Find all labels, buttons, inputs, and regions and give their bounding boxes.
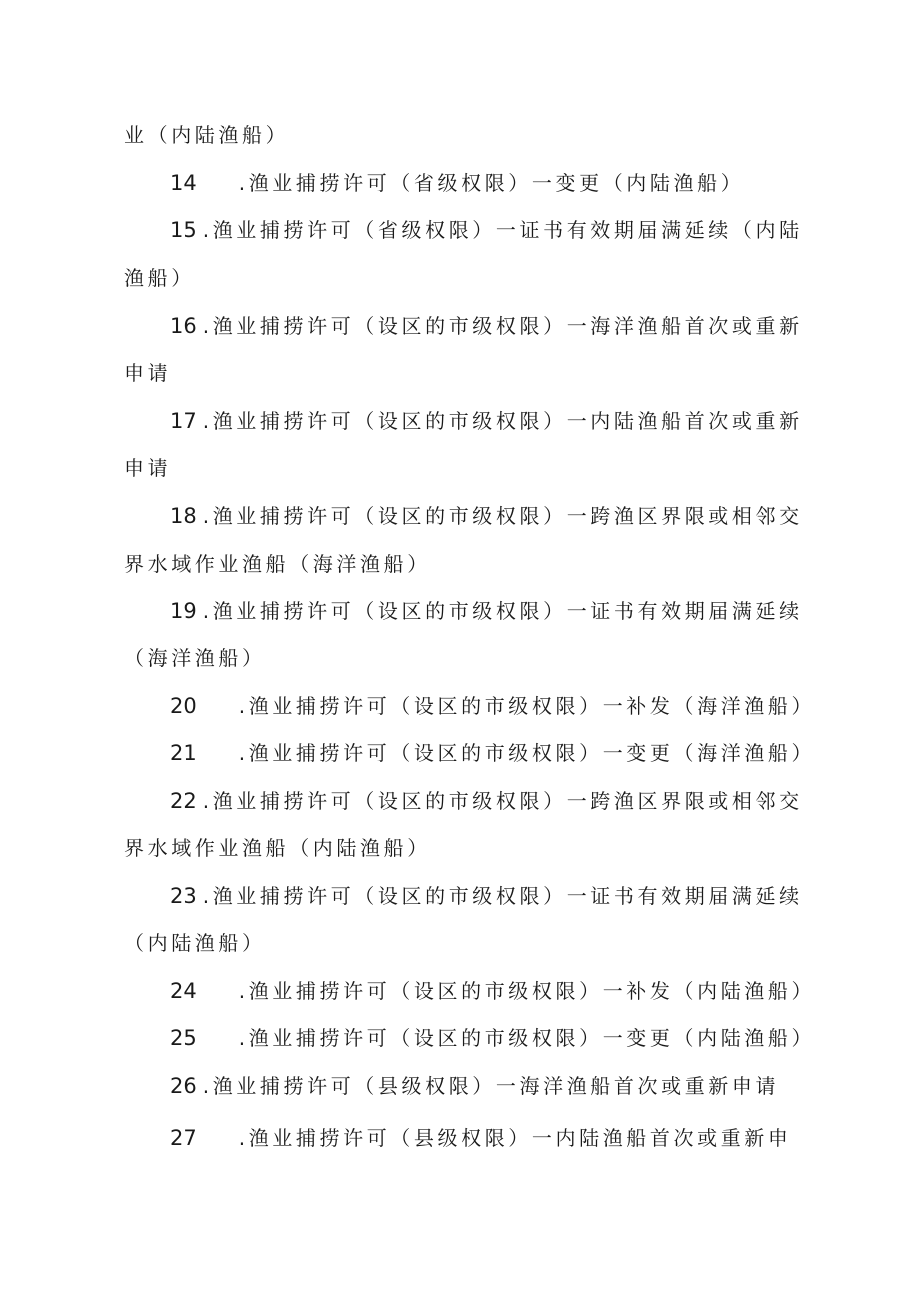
line-text: 界水域作业渔船（海洋渔船） <box>124 552 431 576</box>
item-text: .渔业捕捞许可（县级权限）一内陆渔船首次或重新申 <box>238 1126 792 1150</box>
list-item <box>170 168 850 198</box>
list-item <box>170 1123 850 1153</box>
item-number: 15 <box>170 218 197 242</box>
line-text: 业（内陆渔船） <box>124 123 290 147</box>
line-text: 申请 <box>124 456 172 480</box>
text-line <box>124 928 804 958</box>
item-text: .渔业捕捞许可（设区的市级权限）一补发（内陆渔船） <box>238 979 816 1003</box>
item-number: 21 <box>170 741 197 765</box>
item-number: 25 <box>170 1026 197 1050</box>
item-text: .渔业捕捞许可（设区的市级权限）一证书有效期届满延续 <box>202 884 803 908</box>
item-number: 19 <box>170 599 197 623</box>
list-item <box>170 501 850 531</box>
item-number: 17 <box>170 409 197 433</box>
item-number: 18 <box>170 504 197 528</box>
list-item <box>170 1071 850 1101</box>
list-item <box>170 406 850 436</box>
item-number: 14 <box>170 171 197 195</box>
list-item <box>170 786 850 816</box>
item-number: 22 <box>170 789 197 813</box>
list-item <box>170 738 850 768</box>
item-text: .渔业捕捞许可（设区的市级权限）一内陆渔船首次或重新 <box>202 409 803 433</box>
item-text: .渔业捕捞许可（县级权限）一海洋渔船首次或重新申请 <box>202 1074 780 1098</box>
text-line <box>124 120 804 150</box>
text-line <box>124 358 804 388</box>
item-text: .渔业捕捞许可（省级权限）一变更（内陆渔船） <box>238 171 745 195</box>
item-number: 20 <box>170 694 197 718</box>
line-text: 界水域作业渔船（内陆渔船） <box>124 836 431 860</box>
text-line <box>124 833 804 863</box>
item-number: 16 <box>170 314 197 338</box>
line-text: （内陆渔船） <box>124 931 266 955</box>
item-text: .渔业捕捞许可（设区的市级权限）一变更（内陆渔船） <box>238 1026 816 1050</box>
item-number: 23 <box>170 884 197 908</box>
item-number: 26 <box>170 1074 197 1098</box>
line-text: 渔船） <box>124 266 195 290</box>
item-text: .渔业捕捞许可（设区的市级权限）一补发（海洋渔船） <box>238 694 816 718</box>
text-line <box>124 643 804 673</box>
item-text: .渔业捕捞许可（省级权限）一证书有效期届满延续（内陆 <box>202 218 803 242</box>
item-text: .渔业捕捞许可（设区的市级权限）一跨渔区界限或相邻交 <box>202 504 803 528</box>
list-item <box>170 215 850 245</box>
list-item <box>170 311 850 341</box>
list-item <box>170 881 850 911</box>
item-number: 27 <box>170 1126 197 1150</box>
list-item <box>170 691 850 721</box>
list-item <box>170 1023 850 1053</box>
line-text: 申请 <box>124 361 172 385</box>
text-line <box>124 263 804 293</box>
list-item <box>170 596 850 626</box>
text-line <box>124 453 804 483</box>
item-text: .渔业捕捞许可（设区的市级权限）一变更（海洋渔船） <box>238 741 816 765</box>
item-number: 24 <box>170 979 197 1003</box>
item-text: .渔业捕捞许可（设区的市级权限）一海洋渔船首次或重新 <box>202 314 803 338</box>
text-line <box>124 549 804 579</box>
item-text: .渔业捕捞许可（设区的市级权限）一证书有效期届满延续 <box>202 599 803 623</box>
line-text: （海洋渔船） <box>124 646 266 670</box>
list-item <box>170 976 850 1006</box>
item-text: .渔业捕捞许可（设区的市级权限）一跨渔区界限或相邻交 <box>202 789 803 813</box>
